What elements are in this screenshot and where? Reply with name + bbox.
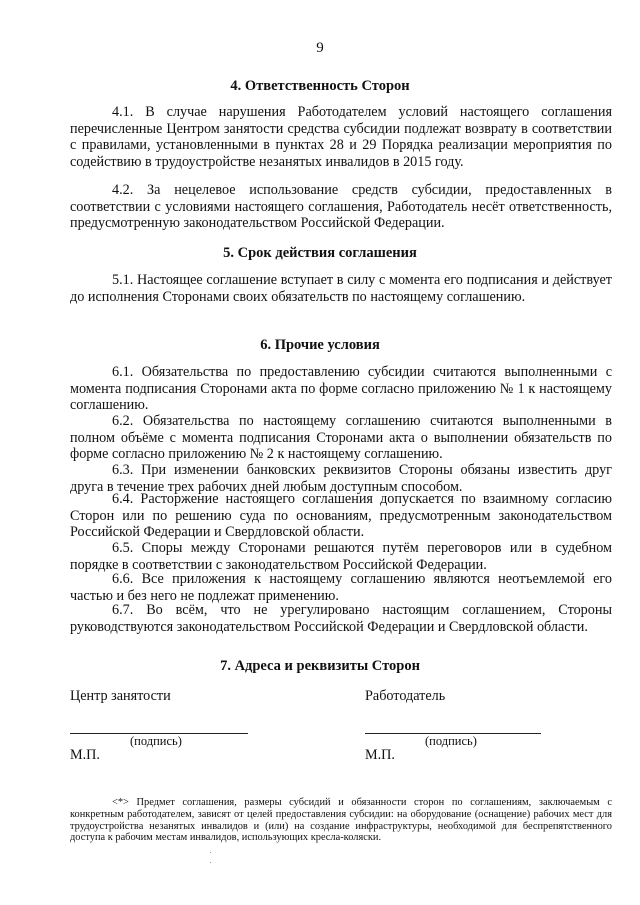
paragraph-4-1: 4.1. В случае нарушения Работодателем условий настоящего соглашения перечисленные Центром занятости средства субсидии подлежат возврату в соответствии с правилами, установленными в пунктах 28 и 29 Порядка реализации мероприятия по содействию в трудоустройстве незанятых инвалидов в 2015 году.: [70, 104, 612, 170]
footnote: <*> Предмет соглашения, размеры субсидий и обязанности сторон по соглашениям, заключаемым с конкретным работодателем, зависят от целей предоставления субсидии: на оборудование (оснащение) рабочих мест для трудоустройства незанятых инвалидов и (или) на создание инфраструктуры, необходимой для беспрепятственного доступа к рабочим местам инвалидов, использующих кресла-коляски.: [70, 797, 612, 844]
page-number: 9: [316, 40, 324, 56]
left-party-label: Центр занятости: [70, 688, 171, 704]
paragraph-6-3: 6.3. При изменении банковских реквизитов Стороны обязаны известить друг друга в течение трех рабочих дней любым доступным способом.: [70, 462, 612, 495]
right-stamp-label: М.П.: [365, 747, 395, 763]
paragraph-6-7: 6.7. Во всём, что не урегулировано настоящим соглашением, Стороны руководствуются законодательством Российской Федерации и Свердловской области.: [70, 602, 612, 635]
paragraph-6-6: 6.6. Все приложения к настоящему соглашению являются неотъемлемой его частью и без него не подлежат применению.: [70, 571, 612, 604]
section-5-title: 5. Срок действия соглашения: [223, 245, 417, 261]
scan-speck: [210, 862, 211, 863]
paragraph-6-5: 6.5. Споры между Сторонами решаются путём переговоров или в судебном порядке в соответствии с законодательством Российской Федерации.: [70, 540, 612, 573]
left-stamp-label: М.П.: [70, 747, 100, 763]
paragraph-5-1: 5.1. Настоящее соглашение вступает в силу с момента его подписания и действует до исполнения Сторонами своих обязательств по настоящему соглашению.: [70, 272, 612, 305]
right-signature-caption: (подпись): [425, 734, 477, 748]
right-party-label: Работодатель: [365, 688, 446, 704]
section-4-title: 4. Ответственность Сторон: [230, 78, 410, 94]
paragraph-6-4: 6.4. Расторжение настоящего соглашения допускается по взаимному согласию Сторон или по решению суда по основаниям, предусмотренным законодательством Российской Федерации и Свердловской области.: [70, 491, 612, 540]
left-signature-caption: (подпись): [130, 734, 182, 748]
scan-speck: [210, 852, 211, 853]
section-7-title: 7. Адреса и реквизиты Сторон: [220, 658, 420, 674]
paragraph-6-2: 6.2. Обязательства по настоящему соглашению считаются выполненными в полном объёме с момента подписания Сторонами акта о выполнении обязательств по форме согласно приложению № 2 к настоящему соглашению.: [70, 413, 612, 462]
section-6-title: 6. Прочие условия: [260, 337, 380, 353]
paragraph-6-1: 6.1. Обязательства по предоставлению субсидии считаются выполненными с момента подписания Сторонами акта по форме согласно приложению № 1 к настоящему соглашению.: [70, 364, 612, 413]
paragraph-4-2: 4.2. За нецелевое использование средств субсидии, предоставленных в соответствии с условиями настоящего соглашения, Работодатель несёт ответственность, предусмотренную законодательством Российской Федерации.: [70, 182, 612, 231]
